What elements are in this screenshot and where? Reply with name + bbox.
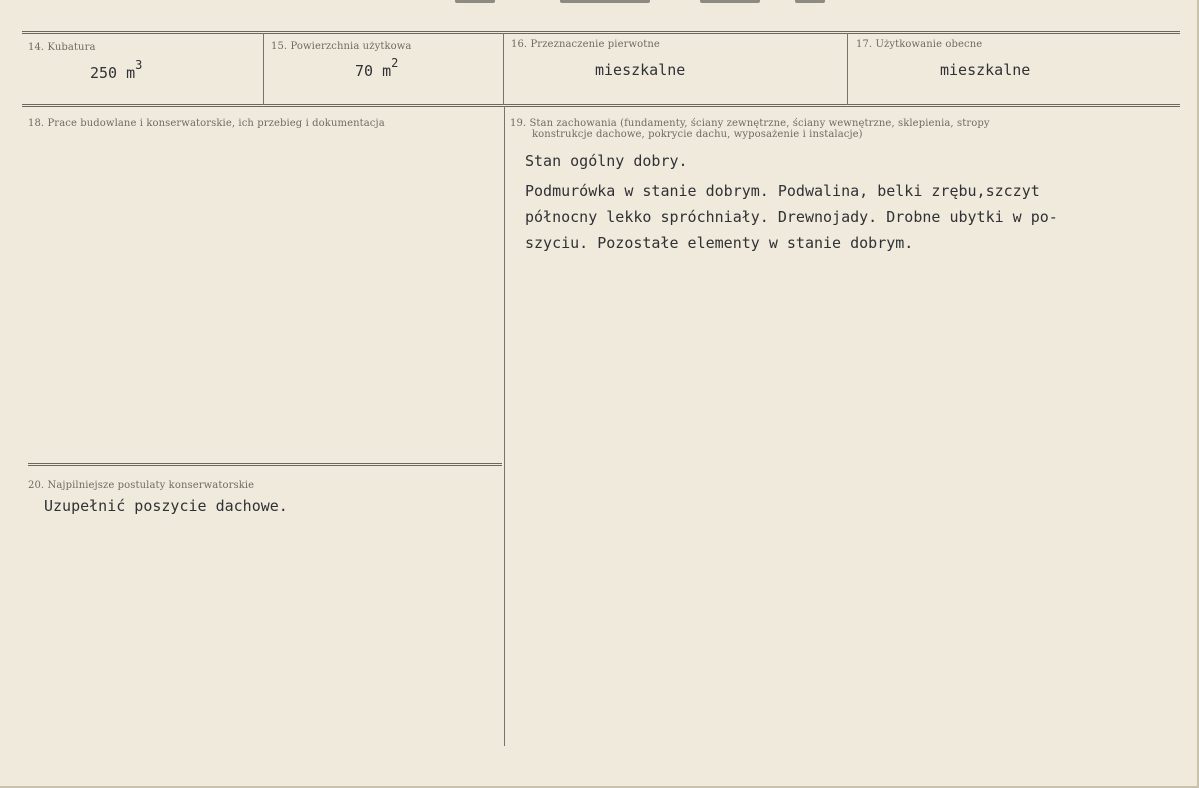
divider-main — [504, 106, 505, 746]
stan-text-line4: szyciu. Pozostałe elementy w stanie dobrym. — [525, 234, 914, 252]
postulaty-value: Uzupełnić poszycie dachowe. — [44, 497, 288, 515]
powierzchnia-label: 15. Powierzchnia użytkowa — [271, 41, 412, 52]
top-rule — [22, 31, 1180, 34]
uzytkowanie-value: mieszkalne — [940, 61, 1031, 79]
cropped-text-fragment — [700, 0, 760, 3]
stan-text-line2: Podmurówka w stanie dobrym. Podwalina, belki zrębu,szczyt — [525, 182, 1040, 200]
przeznaczenie-value: mieszkalne — [595, 61, 686, 79]
stan-text-line3: północny lekko spróchniały. Drewnojady. Drobne ubytki w po- — [525, 208, 1058, 226]
stan-text-line1: Stan ogólny dobry. — [525, 152, 688, 170]
section18-bottom-rule — [28, 463, 502, 466]
divider-14-15 — [263, 33, 264, 105]
uzytkowanie-label: 17. Użytkowanie obecne — [856, 39, 983, 50]
powierzchnia-exponent: 2 — [391, 56, 399, 70]
cropped-text-fragment — [455, 0, 495, 3]
postulaty-label: 20. Najpilniejsze postulaty konserwatorskie — [28, 480, 255, 491]
stan-label-line2: konstrukcje dachowe, pokrycie dachu, wyposażenie i instalacje) — [532, 129, 863, 140]
prace-label: 18. Prace budowlane i konserwatorskie, ich przebieg i dokumentacja — [28, 118, 385, 129]
stan-text — [525, 148, 1058, 256]
cropped-text-fragment — [795, 0, 825, 3]
row1-bottom-rule — [22, 104, 1180, 107]
przeznaczenie-label: 16. Przeznaczenie pierwotne — [511, 39, 660, 50]
cropped-text-fragment — [560, 0, 650, 3]
stan-label-line1: 19. Stan zachowania (fundamenty, ściany zewnętrzne, ściany wewnętrzne, sklepienia, stropy — [510, 118, 990, 129]
kubatura-label: 14. Kubatura — [28, 42, 96, 53]
divider-15-16 — [503, 33, 504, 105]
kubatura-number: 250 m — [90, 64, 136, 82]
cropped-top-edge — [0, 0, 1197, 8]
powierzchnia-number: 70 m — [355, 62, 392, 80]
powierzchnia-value — [355, 56, 399, 80]
divider-16-17 — [847, 33, 848, 105]
kubatura-value — [90, 58, 143, 82]
kubatura-exponent: 3 — [135, 58, 143, 72]
